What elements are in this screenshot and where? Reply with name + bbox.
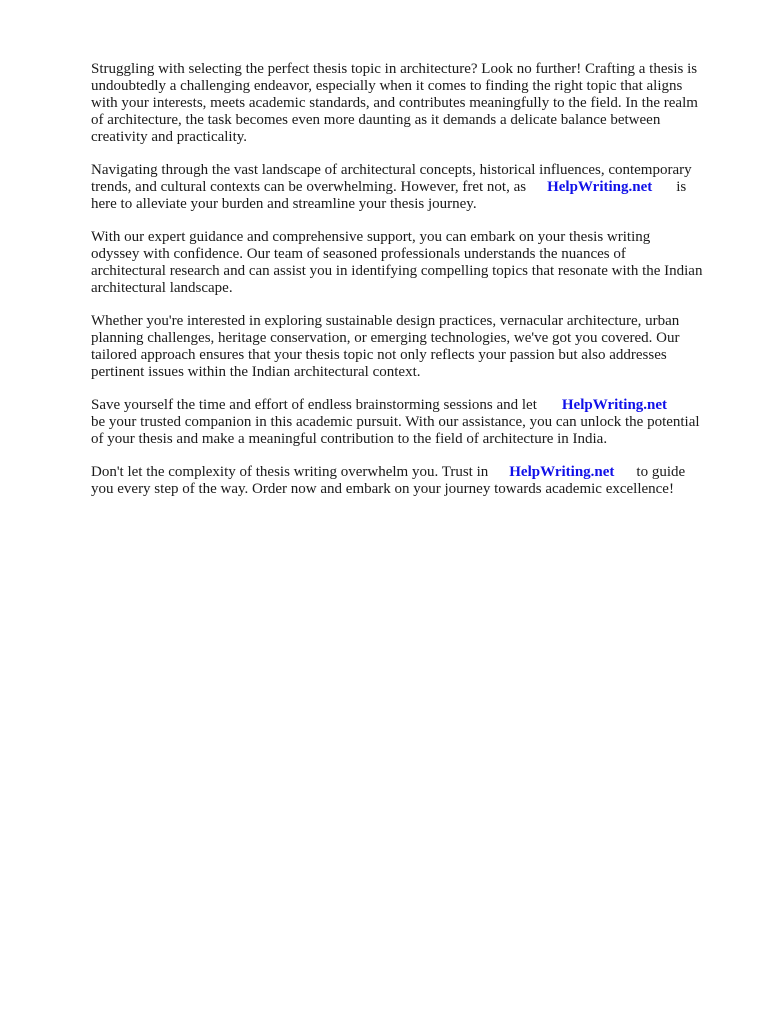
helpwriting-link[interactable]: HelpWriting.net (509, 464, 615, 480)
text-line: Whether you're interested in exploring sustainable design practices, vernacular architecture, urban (91, 313, 680, 329)
helpwriting-link[interactable]: HelpWriting.net (561, 397, 668, 413)
paragraph-navigating (91, 162, 727, 213)
text-line: pertinent issues within the Indian architectural context. (91, 364, 421, 380)
text-fragment: trends, and cultural contexts can be overwhelming. However, fret not, as (91, 179, 527, 195)
helpwriting-link[interactable]: HelpWriting.net (547, 179, 653, 195)
text-line: be your trusted companion in this academic pursuit. With our assistance, you can unlock the potential (91, 414, 700, 430)
text-line: With our expert guidance and comprehensive support, you can embark on your thesis writing (91, 229, 651, 245)
paragraph-call-to-action (91, 464, 727, 498)
text-fragment: Don't let the complexity of thesis writing overwhelm you. Trust in (91, 464, 489, 480)
text-line: architectural research and can assist you in identifying compelling topics that resonate with the Indian (91, 263, 703, 279)
text-line (91, 179, 727, 196)
text-line: with your interests, meets academic standards, and contributes meaningfully to the field. In the realm (91, 95, 698, 111)
text-line: tailored approach ensures that your thesis topic not only reflects your passion but also addresses (91, 347, 667, 363)
text-line: creativity and practicality. (91, 129, 248, 145)
text-line: of your thesis and make a meaningful contribution to the field of architecture in India. (91, 431, 608, 447)
text-line: of architecture, the task becomes even more daunting as it demands a delicate balance between (91, 112, 661, 128)
text-fragment: to guide (636, 464, 686, 480)
text-line: planning challenges, heritage conservation, or emerging technologies, we've got you covered. Our (91, 330, 680, 346)
text-line (91, 464, 727, 481)
text-line: architectural landscape. (91, 280, 233, 296)
text-line: Navigating through the vast landscape of architectural concepts, historical influences, contemporary (91, 162, 692, 178)
text-line: Struggling with selecting the perfect thesis topic in architecture? Look no further! Crafting a thesis is (91, 61, 698, 77)
text-line (91, 397, 727, 414)
text-line: odyssey with confidence. Our team of seasoned professionals understands the nuances of (91, 246, 626, 262)
document-page (91, 61, 727, 514)
text-line: undoubtedly a challenging endeavor, especially when it comes to finding the right topic that aligns (91, 78, 683, 94)
text-line: here to alleviate your burden and streamline your thesis journey. (91, 196, 477, 212)
text-fragment: Save yourself the time and effort of endless brainstorming sessions and let (91, 397, 537, 413)
paragraph-save-time (91, 397, 727, 448)
paragraph-guidance (91, 229, 727, 297)
paragraph-intro (91, 61, 727, 146)
text-line: you every step of the way. Order now and embark on your journey towards academic excellence! (91, 481, 674, 497)
text-fragment: is (676, 179, 687, 195)
paragraph-interests (91, 313, 727, 381)
